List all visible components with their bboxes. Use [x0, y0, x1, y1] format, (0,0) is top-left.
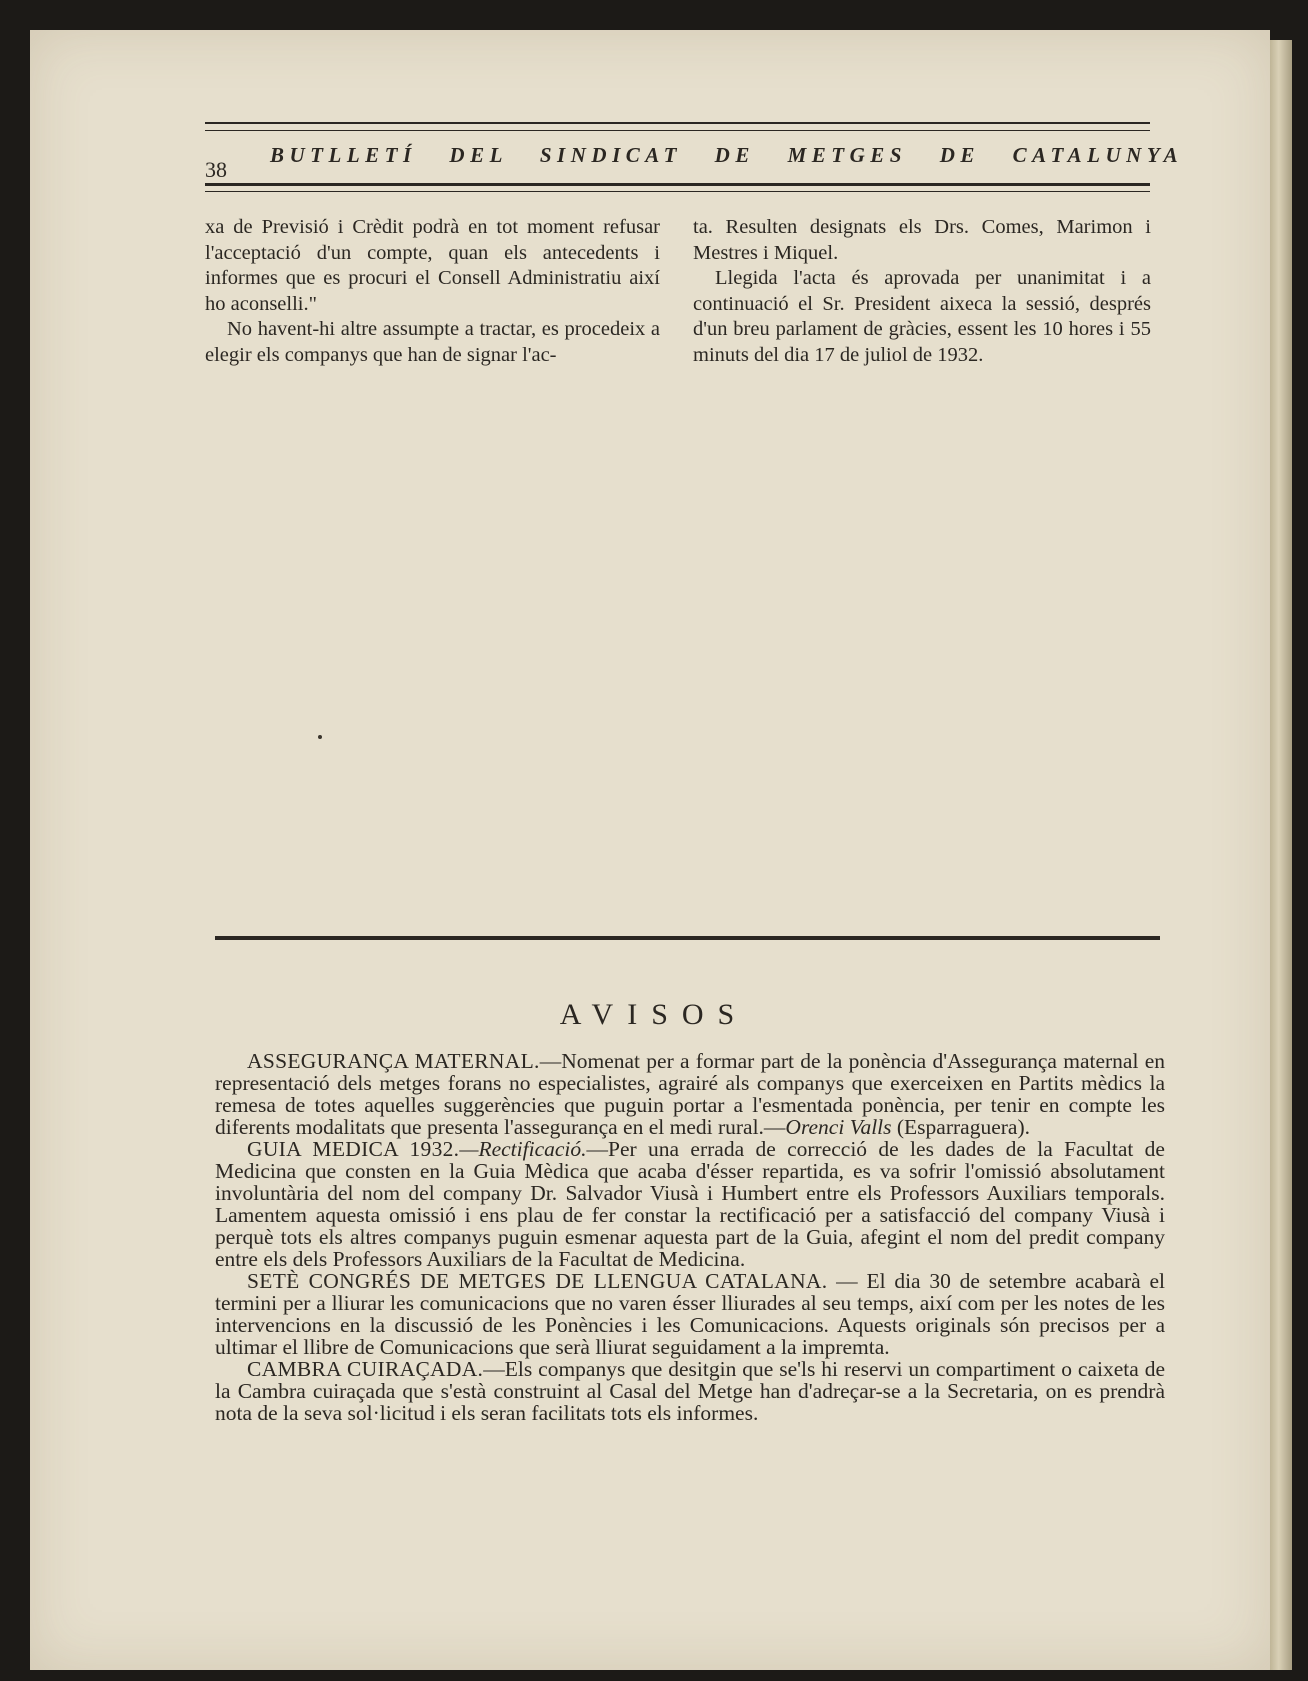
- notice-text: — El dia 30 de setembre acabarà el termini per a lliurar les comunicacions que no varen ésser lliurades al seu temps, així com per les notes de les intervencions en la discussió de les Ponències i les Comunicacions. Aquests originals són precisos per a ultimar el llibre de Comunicacions que serà lliurat seguidament a la impremta.: [215, 1269, 1165, 1359]
- paper-speck: [318, 735, 322, 739]
- left-column: [205, 215, 660, 368]
- right-column: [693, 215, 1151, 368]
- notice-signature: Orenci Valls: [785, 1115, 892, 1139]
- notice-armoured-room: [215, 1358, 1165, 1424]
- notice-maternal-insurance: [215, 1050, 1165, 1138]
- right-paragraph-2: Llegida l'acta és aprovada per unanimitat i a continuació el Sr. President aixeca la sessió, després d'un breu parlament de gràcies, essent les 10 hores i 55 minuts del dia 17 de juliol de 1932.: [693, 267, 1151, 366]
- notice-text: —Nomenat per a formar part de la ponència d'Assegurança maternal en representació dels metges forans no especialistes, agrairé als companys que exerceixen en Partits mèdics la remesa de totes aquelles suggerències que puguin portar a l'esmentada ponència, per tenir en compte les diferents modalitats que presenta l'assegurança en el medi rural.—: [215, 1049, 1165, 1139]
- notice-text: —Per una errada de correcció de les dades de la Facultat de Medicina que consten en la Guia Mèdica que acaba d'ésser repartida, es va sofrir l'omissió absolutament involuntària del nom del company Dr. Salvador Viusà i Humbert entre els Professors Auxiliars temporals. Lamentem aquesta omissió i ens plau de fer constar la rectificació per a satisfacció del company Viusà i perquè tots els altres companys puguin esmenar aquesta part de la Guia, afegint el nom del predit company entre els dels Professors Auxiliars de la Facultat de Medicina.: [215, 1137, 1165, 1271]
- notice-congress: [215, 1270, 1165, 1358]
- notice-heading: ASSEGURANÇA MATERNAL.: [247, 1049, 540, 1073]
- notices-section: [215, 1050, 1165, 1424]
- notice-subheading: —Rectificació.: [459, 1137, 587, 1161]
- notice-heading: SETÈ CONGRÉS DE METGES DE LLENGUA CATALANA.: [247, 1269, 828, 1293]
- notice-medical-guide: [215, 1138, 1165, 1270]
- notice-heading: GUIA MEDICA 1932.: [247, 1137, 460, 1161]
- left-paragraph-2: No havent-hi altre assumpte a tractar, es procedeix a elegir els companys que han de signar l'ac-: [205, 318, 660, 366]
- notice-text: —Els companys que desitgin que se'ls hi reservi un compartiment o caixeta de la Cambra cuiraçada que s'està construint al Casal del Metge han d'adreçar-se a la Secretaria, on es prendrà nota de la seva sol·licitud i els seran facilitats tots els informes.: [215, 1357, 1165, 1425]
- page-edge: [1270, 40, 1292, 1670]
- section-separator: [215, 936, 1160, 940]
- header-rule-bottom: [205, 183, 1150, 186]
- right-paragraph-1: ta. Resulten designats els Drs. Comes, Marimon i Mestres i Miquel.: [693, 216, 1151, 264]
- header-rule-top-2: [205, 130, 1150, 131]
- header-rule-bottom-2: [205, 191, 1150, 192]
- left-paragraph-1: xa de Previsió i Crèdit podrà en tot moment refusar l'acceptació d'un compte, quan els antecedents i informes que es procuri el Consell Administratiu així ho aconselli.": [205, 216, 660, 315]
- header-rule-top: [205, 122, 1150, 124]
- notice-heading: CAMBRA CUIRAÇADA.: [247, 1357, 484, 1381]
- running-title: BUTLLETÍ DEL SINDICAT DE METGES DE CATALUNYA: [270, 143, 1184, 167]
- section-title: AVISOS: [559, 998, 749, 1031]
- notice-signature-place: (Esparraguera).: [891, 1115, 1030, 1139]
- page-number: 38: [205, 157, 227, 182]
